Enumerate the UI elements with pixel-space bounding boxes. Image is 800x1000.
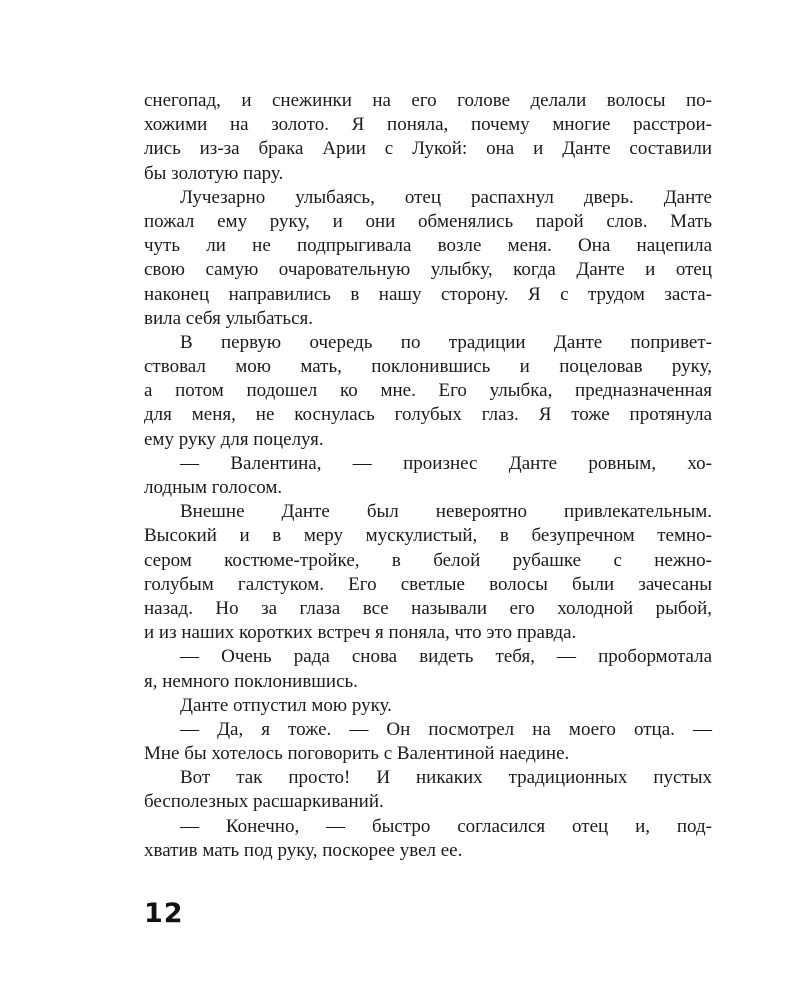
text-line: а потом подошел ко мне. Его улыбка, предназначенная — [144, 380, 712, 402]
body-text — [144, 89, 712, 863]
text-line: ему руку для поцелуя. — [144, 428, 324, 450]
text-line: лодным голосом. — [144, 477, 283, 498]
text-line: Мне бы хотелось поговорить с Валентиной наедине. — [144, 743, 570, 765]
text-line: — Валентина, — произнес Данте ровным, хо- — [180, 452, 712, 474]
text-line: хватив мать под руку, поскорее увел ее. — [144, 839, 463, 861]
text-line: и из наших коротких встреч я поняла, что это правда. — [144, 622, 577, 644]
text-line: наконец направились в нашу сторону. Я с трудом заста- — [144, 283, 712, 305]
text-line: Вот так просто! И никаких традиционных пустых — [180, 767, 712, 789]
text-line: вила себя улыбаться. — [144, 307, 313, 329]
text-line: пожал ему руку, и они обменялись парой слов. Мать — [144, 210, 712, 232]
text-line: лись из-за брака Арии с Лукой: она и Данте составили — [144, 138, 712, 160]
text-line: — Очень рада снова видеть тебя, — пробормотала — [180, 646, 712, 668]
text-line: сером костюме-тройке, в белой рубашке с нежно- — [144, 549, 712, 571]
text-line: я, немного поклонившись. — [144, 670, 358, 692]
text-line: чуть ли не подпрыгивала возле меня. Она нацепила — [144, 235, 712, 257]
text-line: Лучезарно улыбаясь, отец распахнул дверь. Данте — [180, 186, 712, 208]
text-line: ствовал мою мать, поклонившись и поцеловав руку, — [144, 356, 712, 378]
text-line: В первую очередь по традиции Данте попривет- — [180, 331, 712, 353]
text-line: Высокий и в меру мускулистый, в безупречном темно- — [144, 525, 712, 547]
text-line: бы золотую пару. — [144, 162, 284, 184]
text-line: для меня, не коснулась голубых глаз. Я тоже протянула — [144, 404, 712, 426]
text-line: голубым галстуком. Его светлые волосы были зачесаны — [144, 573, 712, 595]
text-line: назад. Но за глаза все называли его холодной рыбой, — [144, 597, 712, 619]
text-line: Данте отпустил мою руку. — [180, 694, 392, 716]
text-line: снегопад, и снежинки на его голове делали волосы по- — [144, 90, 712, 111]
text-line: хожими на золото. Я поняла, почему многие расстрои- — [144, 114, 712, 136]
text-line: Внешне Данте был невероятно привлекательным. — [180, 501, 712, 523]
text-line: — Конечно, — быстро согласился отец и, под- — [180, 815, 712, 837]
text-line: свою самую очаровательную улыбку, когда Данте и отец — [144, 259, 712, 281]
page-number: 12 — [144, 898, 184, 929]
text-line: — Да, я тоже. — Он посмотрел на моего отца. — — [180, 718, 712, 740]
text-line: бесполезных расшаркиваний. — [144, 791, 384, 813]
